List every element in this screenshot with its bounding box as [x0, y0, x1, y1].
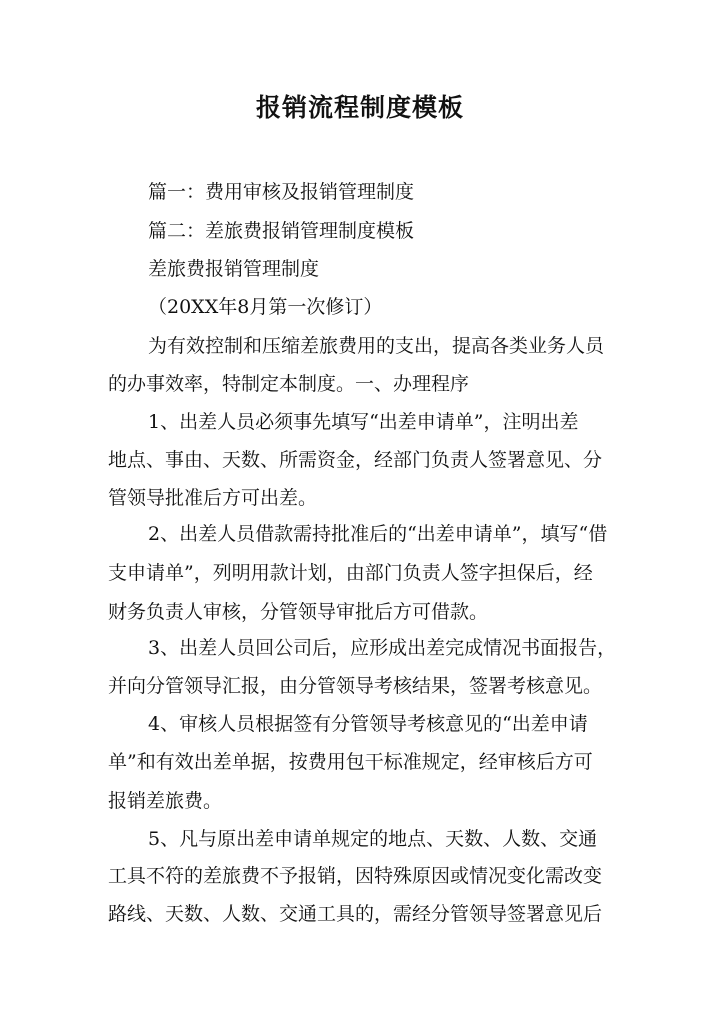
body-line: 并向分管领导汇报，由分管领导考核结果，签署考核意见。	[108, 675, 603, 697]
body-line: 地点、事由、天数、所需资金，经部门负责人签署意见、分	[108, 449, 603, 471]
toc-item-2: 篇二：差旅费报销管理制度模板	[148, 220, 415, 242]
body-line: 2、出差人员借款需持批准后的“出差申请单”，填写“借	[148, 523, 608, 545]
body-line: 4、审核人员根据签有分管领导考核意见的“出差申请	[148, 713, 588, 735]
body-line: 的办事效率，特制定本制度。一、办理程序	[108, 373, 470, 395]
body-line: 单”和有效出差单据，按费用包干标准规定，经审核后方可	[108, 751, 593, 773]
body-line: 工具不符的差旅费不予报销，因特殊原因或情况变化需改变	[108, 865, 603, 887]
body-line: 财务负责人审核，分管领导审批后方可借款。	[108, 601, 489, 623]
section-heading: 差旅费报销管理制度	[148, 258, 320, 280]
body-line: 为有效控制和压缩差旅费用的支出，提高各类业务人员	[148, 335, 605, 357]
body-line: 1、出差人员必须事先填写“出差申请单”，注明出差	[148, 411, 579, 433]
revision-note: （20XX年8月第一次修订）	[148, 296, 383, 318]
body-line: 3、出差人员回公司后，应形成出差完成情况书面报告，	[148, 637, 617, 659]
body-line: 路线、天数、人数、交通工具的，需经分管领导签署意见后	[108, 903, 603, 925]
body-line: 报销差旅费。	[108, 790, 223, 812]
body-line: 支申请单”，列明用款计划，由部门负责人签字担保后，经	[108, 562, 593, 584]
body-line: 管领导批准后方可出差。	[108, 487, 318, 509]
body-line: 5、凡与原出差申请单规定的地点、天数、人数、交通	[148, 828, 598, 850]
document-title: 报销流程制度模板	[255, 93, 464, 122]
toc-item-1: 篇一：费用审核及报销管理制度	[148, 181, 415, 203]
